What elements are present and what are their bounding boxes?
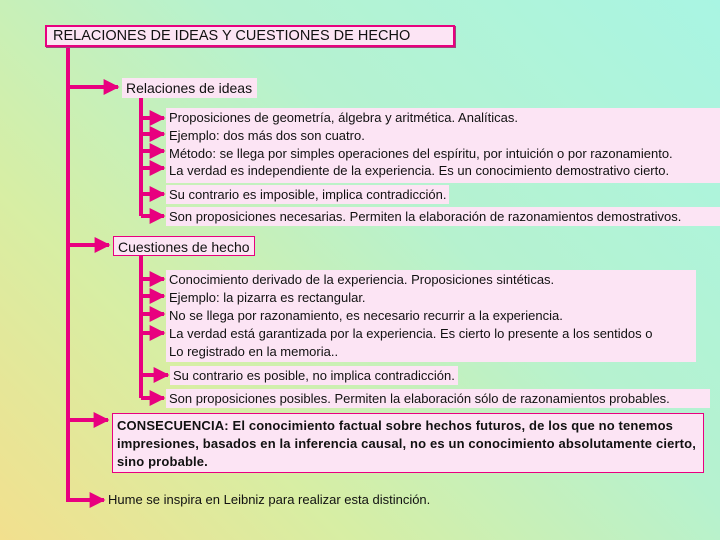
list-item: La verdad es independiente de la experiencia. Es un conocimiento demostrativo cierto.	[169, 163, 670, 179]
final-note: Hume se inspira en Leibniz para realizar esta distinción.	[108, 492, 431, 507]
list-item: Proposiciones de geometría, álgebra y aritmética. Analíticas.	[169, 110, 519, 125]
ideas-points-box	[166, 108, 720, 183]
list-item: Conocimiento derivado de la experiencia. Proposiciones sintéticas.	[169, 272, 555, 287]
list-item: Método: se llega por simples operaciones del espíritu, por intuición o por razonamiento.	[169, 145, 673, 161]
facts-points-box	[166, 270, 696, 362]
section-label-ideas: Relaciones de ideas	[122, 78, 257, 98]
facts-contrary-note: Su contrario es posible, no implica contradicción.	[170, 366, 458, 385]
list-item: No se llega por razonamiento, es necesario recurrir a la experiencia.	[169, 308, 563, 323]
list-item: Ejemplo: la pizarra es rectangular.	[169, 290, 366, 305]
diagram-title: RELACIONES DE IDEAS Y CUESTIONES DE HECHO	[45, 25, 455, 47]
list-item: Lo registrado en la memoria..	[169, 344, 339, 359]
list-item: Ejemplo: dos más dos son cuatro.	[169, 127, 365, 143]
section-label-facts: Cuestiones de hecho	[113, 236, 255, 256]
ideas-necessary-note: Son proposiciones necesarias. Permiten la elaboración de razonamientos demostrativos.	[166, 207, 720, 226]
ideas-contrary-note: Su contrario es imposible, implica contradicción.	[166, 185, 449, 204]
list-item: La verdad está garantizada por la experiencia. Es cierto lo presente a los sentidos o	[169, 326, 653, 341]
facts-probable-note: Son proposiciones posibles. Permiten la elaboración sólo de razonamientos probables.	[166, 389, 710, 408]
conclusion-box: CONSECUENCIA: El conocimiento factual sobre hechos futuros, de los que no tenemos impresiones, basados en la inferencia causal, no es un conocimiento absolutamente cierto, sino probable.	[112, 413, 704, 473]
